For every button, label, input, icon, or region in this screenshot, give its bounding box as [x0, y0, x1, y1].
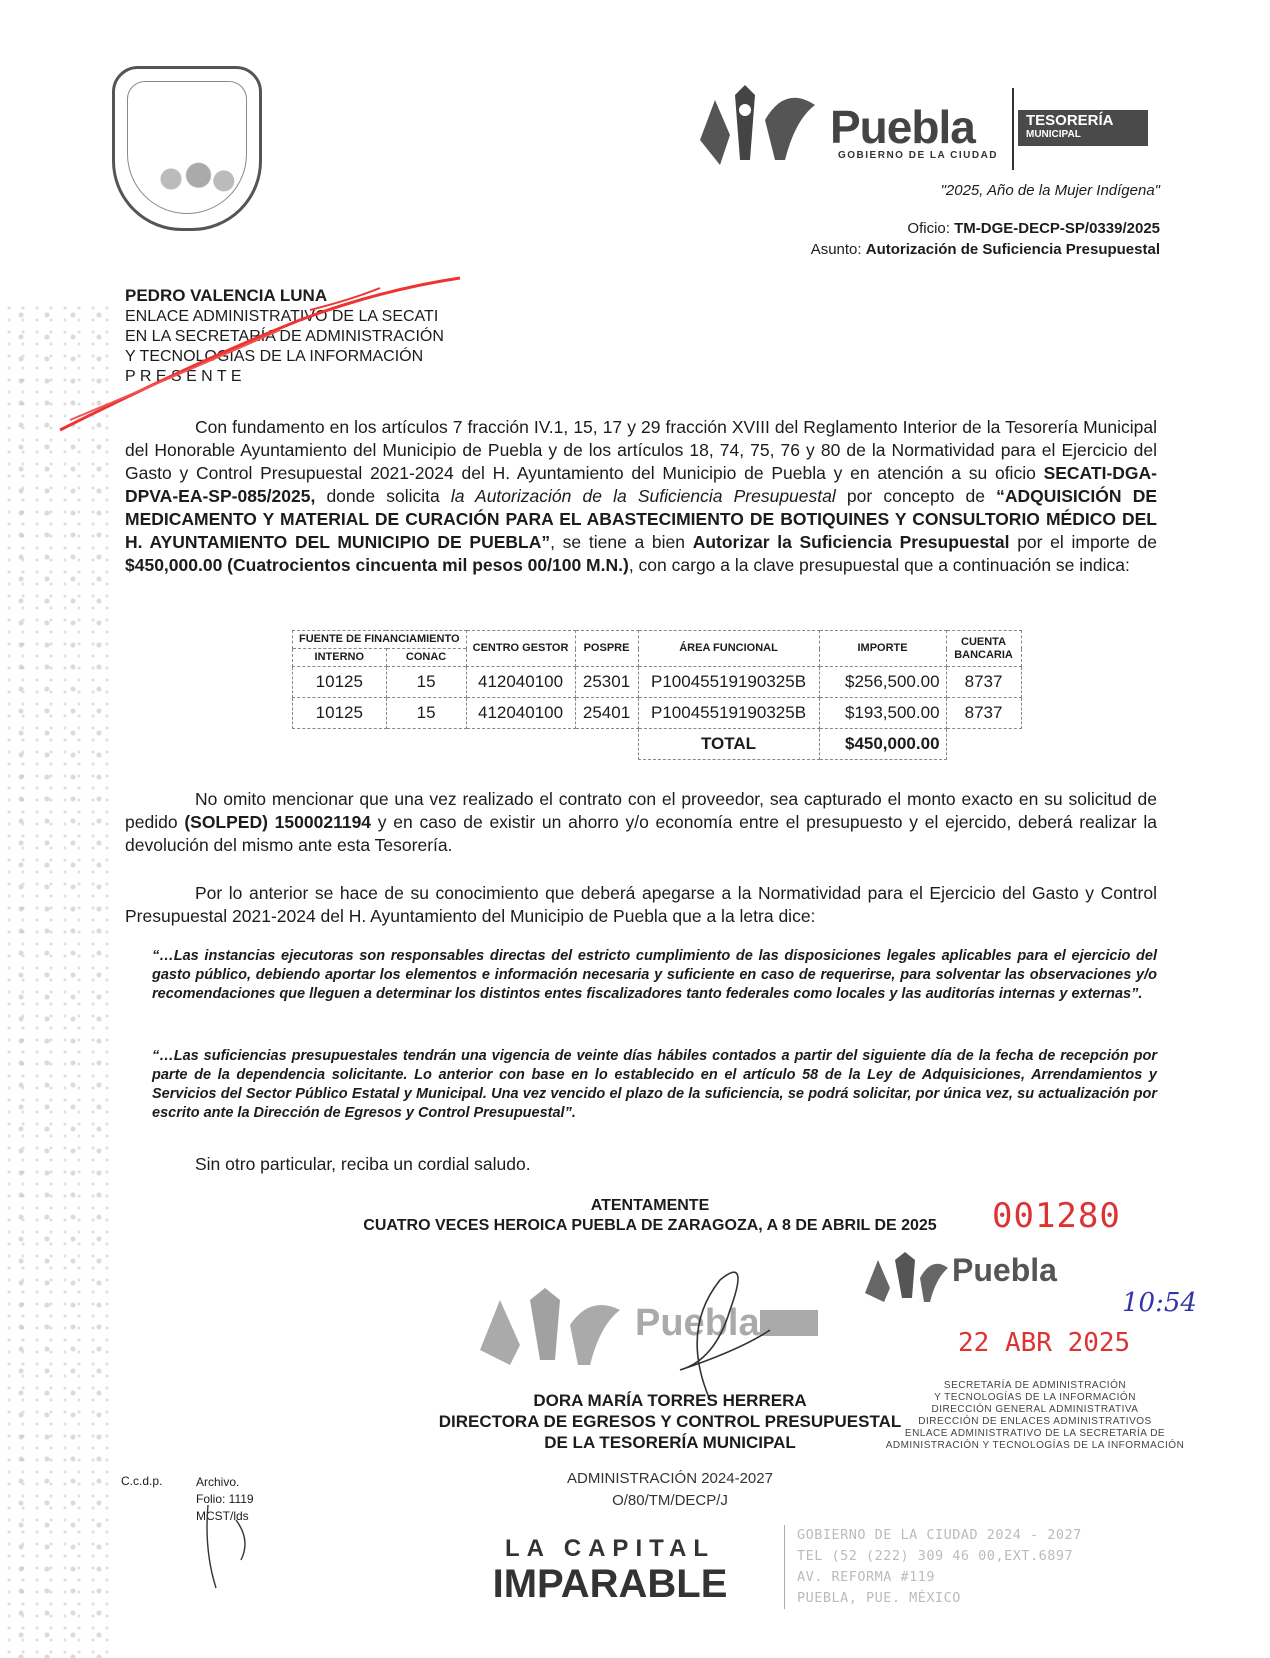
asunto-line: [811, 239, 1160, 260]
oficio-line: [811, 218, 1160, 239]
total-label: TOTAL: [638, 729, 819, 760]
receiver-logo-icon: [860, 1248, 950, 1304]
receiver-stamp-text: [880, 1380, 1190, 1452]
table-header-row: [293, 631, 1022, 649]
cell-pospre: 25301: [575, 667, 638, 698]
addressee-line-3: Y TECNOLOGÍAS DE LA INFORMACIÓN: [125, 348, 424, 365]
quote-1: “…Las instancias ejecutoras son responsables directas del estricto cumplimiento de las disposiciones legales aplicables para el ejercicio del gasto público, debiendo aportar los elementos e información necesaria y suficiente en caso de requerirse, para solventar las observaciones y/o recomendaciones que lleguen a determinar los distintos entes fiscalizadores tanto federales como locales y las auditorías internas y externas”.: [152, 948, 1157, 1002]
receiver-line-5: ENLACE ADMINISTRATIVO DE LA SECRETARÍA DE: [904, 1428, 1166, 1439]
footer-info-2: TEL (52 (222) 309 46 00,EXT.6897: [797, 1548, 1074, 1564]
header-conac: CONAC: [386, 649, 466, 667]
header-centro-gestor: CENTRO GESTOR: [466, 631, 575, 667]
place-and-date: CUATRO VECES HEROICA PUEBLA DE ZARAGOZA, A 8 DE ABRIL DE 2025: [363, 1217, 937, 1234]
receiver-line-3: DIRECCIÓN GENERAL ADMINISTRATIVA: [931, 1404, 1139, 1415]
initials-scribble-icon: [196, 1500, 266, 1595]
p1-oficio-ref: SECATI-DGA-DPVA-EA-SP-085/2025,: [125, 463, 1157, 506]
p1-amount: $450,000.00 (Cuatrocientos cincuenta mil pesos 00/100 M.N.): [125, 555, 629, 575]
receipt-date-stamp: 22 ABR 2025: [958, 1328, 1131, 1358]
total-value: $450,000.00: [819, 729, 946, 760]
seal-line-1: ADMINISTRACIÓN 2024-2027: [567, 1470, 773, 1487]
addressee-line-2: EN LA SECRETARÍA DE ADMINISTRACIÓN: [125, 328, 444, 345]
cell-conac: 15: [386, 667, 466, 698]
tesoreria-badge: [1018, 110, 1148, 146]
p1-text-b: donde solicita: [315, 486, 451, 506]
footer-slogan: [470, 1535, 750, 1605]
badge-subtitle: MUNICIPAL: [1026, 129, 1081, 140]
cell-area: P10045519190325B: [638, 667, 819, 698]
slogan-line-1: LA CAPITAL: [505, 1535, 715, 1562]
header-fuente: FUENTE DE FINANCIAMIENTO: [293, 631, 467, 649]
closing-line: Sin otro particular, reciba un cordial saludo.: [195, 1154, 531, 1174]
oficio-block: [811, 218, 1160, 260]
signature-heading: [300, 1196, 1000, 1236]
p2-text-a: No omito mencionar que una vez realizado el contrato con el proveedor, sea capturado el monto exacto en su solicitud de pedido: [125, 789, 1157, 832]
svg-text:Puebla: Puebla: [635, 1302, 760, 1344]
cell-importe: $256,500.00: [819, 667, 946, 698]
logo-separator: [1012, 88, 1014, 170]
logo-subtitle: GOBIERNO DE LA CIUDAD: [838, 150, 999, 161]
p1-text-d: , se tiene a bien: [550, 532, 693, 552]
signer-title-1: DIRECTORA DE EGRESOS Y CONTROL PRESUPUESTAL: [438, 1412, 902, 1431]
header-pospre: POSPRE: [575, 631, 638, 667]
header-importe: IMPORTE: [819, 631, 946, 667]
footer-info-3: AV. REFORMA #119: [797, 1569, 936, 1585]
cell-interno: 10125: [293, 667, 387, 698]
quote-2: “…Las suficiencias presupuestales tendrán una vigencia de veinte días hábiles contados a partir del siguiente día de la fecha de recepción por parte de la dependencia solicitante. Lo anterior con base en lo establecido en el artículo 58 de la Ley de Adquisiciones, Arrendamientos y Servicios del Sector Público Estatal y Municipal. Una vez vencido el plazo de la suficiencia, se podrá solicitar, por única vez, su actualización por escrito ante la Dirección de Egresos y Control Presupuestal”.: [152, 1048, 1157, 1121]
signer-title-2: DE LA TESORERÍA MUNICIPAL: [544, 1433, 796, 1452]
oficio-value: TM-DGE-DECP-SP/0339/2025: [954, 220, 1160, 237]
p1-italic: la Autorización de la Suficiencia Presupuestal: [450, 486, 836, 506]
p2-solped-ref: (SOLPED) 1500021194: [184, 812, 372, 832]
p1-text-e: por el importe de: [1009, 532, 1158, 552]
p1-text-a: Con fundamento en los artículos 7 fracción IV.1, 15, 17 y 29 fracción XVIII del Reglamento Interior de la Tesorería Municipal del Honorable Ayuntamiento del Municipio de Puebla y de los artículos 18, 74, 75, 76 y 80 de la Normatividad para el Ejercicio del Gasto y Control Presupuestal 2021-2024 del H. Ayuntamiento del Municipio de Puebla y en atención a su oficio: [125, 417, 1157, 483]
p2-text-b: y en caso de existir un ahorro y/o economía entre el presupuesto y el ejercido, deberá realizar la devolución del mismo ante esta Tesorería.: [125, 812, 1157, 855]
signature-scribble-icon: [620, 1250, 800, 1410]
ccdp-label: C.c.d.p.: [121, 1474, 163, 1488]
cell-conac: 15: [386, 698, 466, 729]
archivo-folio: Folio: 1119: [196, 1492, 254, 1506]
signer-name: DORA MARÍA TORRES HERRERA: [533, 1391, 807, 1410]
table-row: [293, 698, 1022, 729]
paragraph-1: [125, 416, 1157, 577]
side-pattern-decoration: [0, 300, 118, 1658]
paragraph-3: Por lo anterior se hace de su conocimiento que deberá apegarse a la Normatividad para el Ejercicio del Gasto y Control Presupuestal 2021-2024 del H. Ayuntamiento del Municipio de Puebla que a la letra dice:: [125, 883, 1157, 926]
addressee-line-1: ENLACE ADMINISTRATIVO DE LA SECATI: [125, 308, 439, 325]
cell-area: P10045519190325B: [638, 698, 819, 729]
receiver-line-2: Y TECNOLOGÍAS DE LA INFORMACIÓN: [934, 1392, 1136, 1403]
receiver-line-6: ADMINISTRACIÓN Y TECNOLOGÍAS DE LA INFORMACIÓN: [885, 1440, 1185, 1451]
cell-importe: $193,500.00: [819, 698, 946, 729]
signer-block: [400, 1390, 940, 1453]
atentamente: ATENTAMENTE: [590, 1197, 710, 1214]
cell-centro: 412040100: [466, 667, 575, 698]
year-motto: "2025, Año de la Mujer Indígena": [940, 182, 1160, 199]
folio-stamp: 001280: [992, 1196, 1121, 1236]
budget-table: [292, 630, 1022, 760]
puebla-logo-icon: [690, 80, 830, 170]
receiver-line-1: SECRETARÍA DE ADMINISTRACIÓN: [943, 1380, 1127, 1391]
p1-concept: “ADQUISICIÓN DE MEDICAMENTO Y MATERIAL DE CURACIÓN PARA EL ABASTECIMIENTO DE BOTIQUINES Y CONSULTORIO MÉDICO DEL H. AYUNTAMIENTO DEL MUNICIPIO DE PUEBLA”: [125, 486, 1157, 552]
cell-pospre: 25401: [575, 698, 638, 729]
seal-text-block: [430, 1468, 910, 1512]
paragraph-2: [125, 788, 1157, 857]
badge-title: TESORERÍA: [1026, 112, 1114, 129]
oficio-label: Oficio:: [907, 220, 950, 237]
p1-authorization: Autorizar la Suficiencia Presupuestal: [692, 532, 1010, 552]
table-total-row: [293, 729, 1022, 760]
cell-interno: 10125: [293, 698, 387, 729]
cell-cuenta: 8737: [946, 698, 1021, 729]
logo-wordmark: Puebla: [830, 101, 975, 153]
p1-text-c: por concepto de: [835, 486, 997, 506]
receipt-time-stamp: 10:54: [1122, 1288, 1197, 1318]
coat-of-arms-cloud: [138, 160, 248, 198]
cell-centro: 412040100: [466, 698, 575, 729]
receiver-line-4: DIRECCIÓN DE ENLACES ADMINISTRATIVOS: [918, 1416, 1152, 1427]
asunto-label: Asunto:: [810, 241, 862, 258]
footer-info-4: PUEBLA, PUE. MÉXICO: [797, 1590, 961, 1606]
header-area-funcional: ÁREA FUNCIONAL: [638, 631, 819, 667]
footer-info-1: GOBIERNO DE LA CIUDAD 2024 - 2027: [797, 1527, 1082, 1543]
archivo-initials: MCST/lds: [196, 1509, 249, 1523]
addressee-name: PEDRO VALENCIA LUNA: [125, 286, 328, 305]
table-row: [293, 667, 1022, 698]
archivo-label: Archivo.: [196, 1475, 240, 1489]
asunto-value: Autorización de Suficiencia Presupuestal: [865, 241, 1160, 258]
footer-contact: [784, 1525, 1082, 1609]
red-pen-mark-icon: [50, 270, 470, 440]
coat-of-arms-inner: [127, 81, 247, 214]
cell-cuenta: 8737: [946, 667, 1021, 698]
city-coat-of-arms: [112, 66, 262, 231]
addressee-line-4: P R E S E N T E: [125, 368, 242, 385]
receiver-logo-word: Puebla: [952, 1252, 1057, 1288]
slogan-line-2: IMPARABLE: [492, 1562, 728, 1606]
seal-line-2: O/80/TM/DECP/J: [612, 1492, 728, 1509]
p1-text-f: , con cargo a la clave presupuestal que a continuación se indica:: [628, 555, 1130, 575]
header-cuenta: CUENTA BANCARIA: [946, 631, 1021, 667]
header-interno: INTERNO: [293, 649, 387, 667]
